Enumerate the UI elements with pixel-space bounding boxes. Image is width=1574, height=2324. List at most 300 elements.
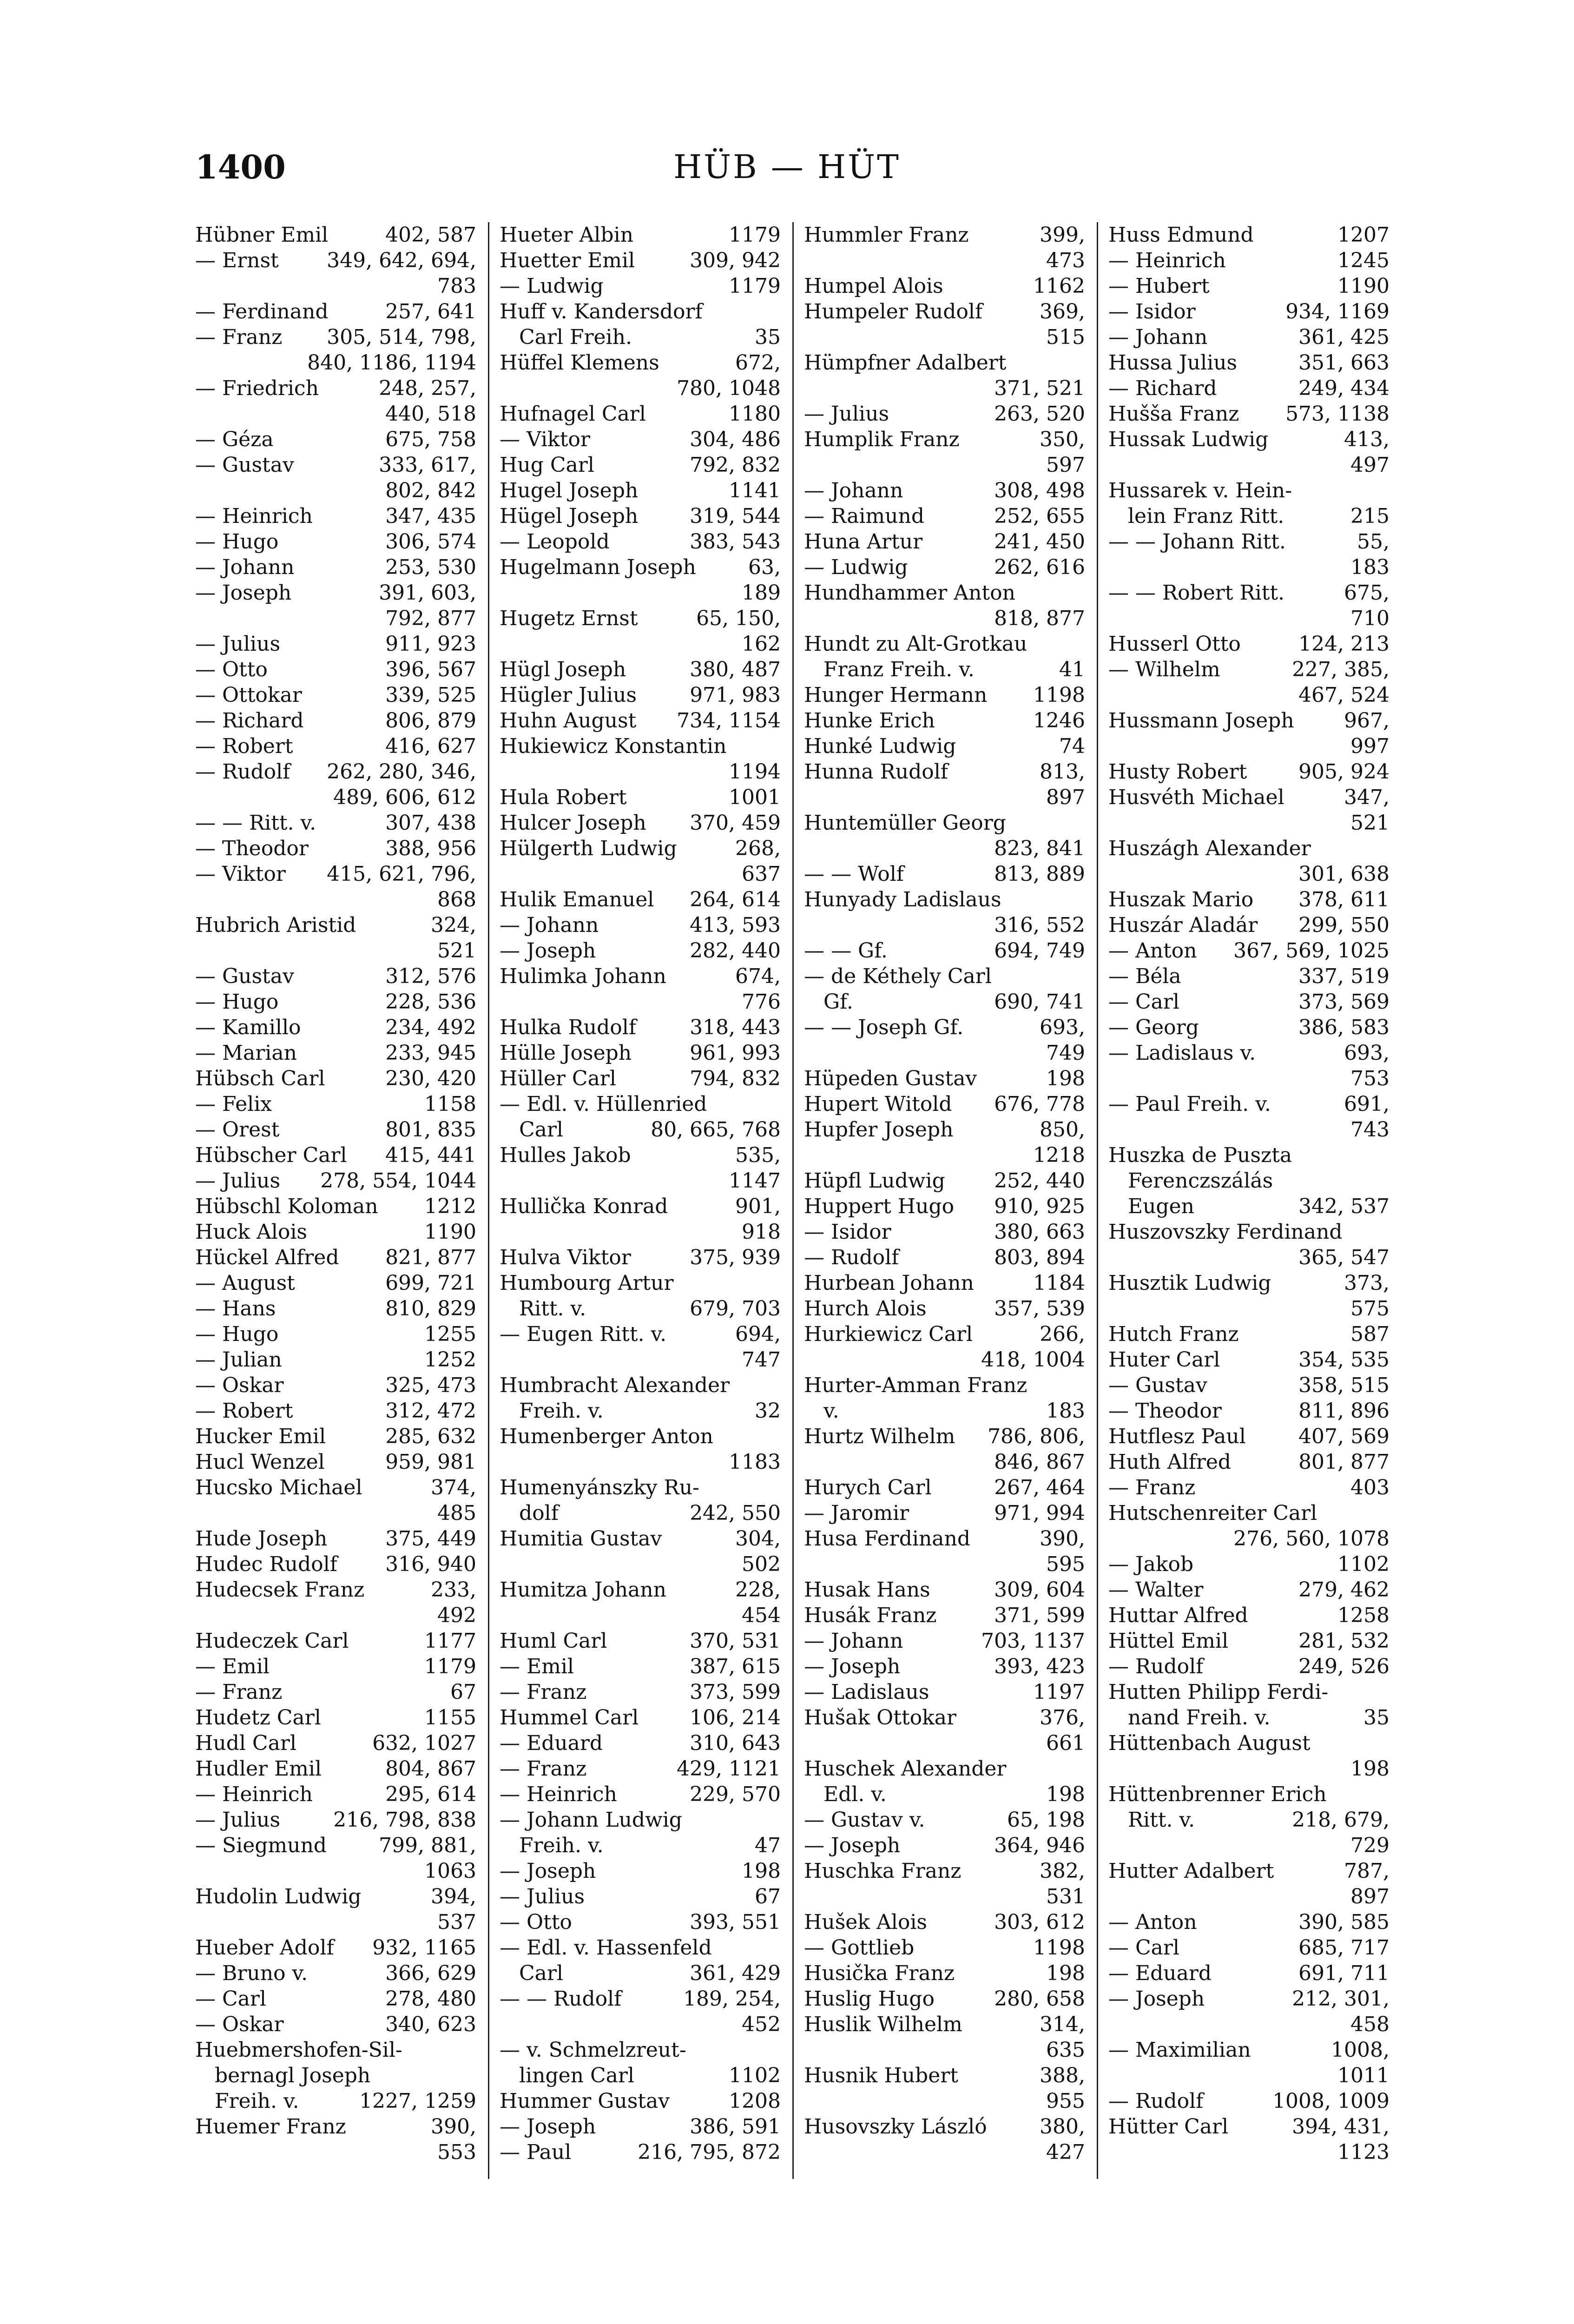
entry-pages [1385,1679,1390,1705]
entry-pages: 198 [1046,1783,1085,1806]
entry-pages: 710 [1350,607,1390,630]
entry-pages: 376, [1040,1706,1085,1730]
entry-pages: 971, 994 [994,1501,1085,1525]
entry-name: Huna Artur [804,530,923,554]
entry-name: Franz Freih. v. [804,658,975,681]
entry-pages: 340, 623 [385,2013,476,2036]
entry-name: — Joseph [195,581,292,605]
entry-name [804,1449,989,1475]
entry-pages: 242, 550 [690,1501,781,1525]
index-entry [804,606,1085,631]
entry-name: — Johann [500,913,599,937]
index-entry [195,299,476,324]
entry-pages: 1162 [1033,274,1085,298]
entry-pages: 324, [431,913,476,937]
entry-pages: 162 [742,632,781,656]
entry-pages: 679, 703 [690,1297,781,1320]
index-entry [500,1935,781,1961]
index-entry [804,1219,1085,1245]
entry-pages: 80, 665, 768 [651,1118,781,1142]
index-entry [500,299,781,324]
entry-name: — August [195,1271,295,1295]
index-entry [500,2063,781,2088]
entry-name: — Edl. v. Hüllenried [500,1092,707,1116]
entry-pages: 413, [1344,428,1390,451]
index-entry [804,1833,1085,1858]
entry-pages: 537 [437,1910,476,1934]
entry-pages: 934, 1169 [1285,300,1390,324]
entry-pages: 325, 473 [385,1373,476,1397]
entry-pages: 342, 537 [1298,1195,1390,1218]
index-entry [804,1961,1085,1986]
entry-name: — — Johann Ritt. [1108,530,1286,554]
index-entry [195,1194,476,1219]
entry-pages: 312, 576 [385,964,476,988]
entry-pages: 1184 [1033,1271,1085,1295]
entry-name [500,2012,737,2037]
index-entry [1108,248,1390,273]
index-entry [804,1168,1085,1194]
entry-name [195,1909,433,1935]
index-entry [500,1552,781,1577]
index-entry [500,2114,781,2139]
index-entry [804,1730,1085,1756]
entry-name [1108,2012,1346,2037]
index-entry [1108,1730,1390,1756]
index-entry [195,1270,476,1296]
entry-name [804,1142,1028,1168]
index-entry [1108,1066,1390,1091]
index-entry [195,912,476,938]
entry-name: — Joseph [1108,1987,1205,2011]
entry-pages: 267, 464 [994,1476,1085,1499]
entry-name: — Ludwig [500,274,604,298]
entry-pages: 932, 1165 [372,1936,476,1960]
entry-name: — Anton [1108,939,1197,963]
index-entry [195,273,476,299]
index-entry [500,1296,781,1321]
entry-pages: 357, 539 [994,1297,1085,1320]
entry-pages [1080,631,1085,657]
index-entry [500,1884,781,1909]
index-entry [195,2139,476,2165]
index-entry [1108,299,1390,324]
index-entry [804,452,1085,478]
index-entry [1108,1500,1390,1526]
index-entry [195,1858,476,1884]
index-entry [195,1500,476,1526]
entry-pages: 415, 621, 796, [327,862,476,886]
index-entry [500,1628,781,1654]
entry-name: Husvéth Michael [1108,786,1284,809]
entry-name [500,580,737,606]
index-entry [1108,1347,1390,1373]
entry-name: Ritt. v. [1108,1808,1195,1832]
index-entry [500,1986,781,2012]
entry-pages: 694, [735,1322,781,1346]
index-entry [804,1424,1085,1449]
entry-name: Huntemüller Georg [804,811,1006,835]
index-entry [1108,810,1390,836]
entry-name: Huszár Aladár [1108,913,1258,937]
entry-pages: 801, 877 [1298,1450,1390,1474]
index-entry [804,861,1085,887]
entry-name: Hübscher Carl [195,1143,347,1167]
index-entry [195,427,476,452]
entry-name [195,350,303,376]
index-entry [500,1526,781,1552]
entry-name: Hullička Konrad [500,1195,668,1218]
entry-name: Humenberger Anton [500,1425,713,1448]
entry-pages: 390, 585 [1298,1910,1390,1934]
entry-pages: 249, 434 [1298,376,1390,400]
entry-name: Hügl Joseph [500,658,626,681]
index-entry [500,1168,781,1194]
entry-name: Hunger Hermann [804,683,988,707]
entry-pages [776,733,781,759]
entry-pages: 729 [1350,1834,1390,1857]
entry-name: — Isidor [804,1220,891,1244]
entry-name: — — Ritt. v. [195,811,316,835]
index-entry [195,938,476,964]
entry-name: — Emil [500,1655,574,1678]
entry-pages: 1123 [1337,2140,1390,2164]
entry-name [500,1219,737,1245]
entry-name: — Johann [804,479,903,502]
index-entry [500,555,781,580]
index-entry [195,324,476,350]
entry-pages: 823, 841 [994,837,1085,860]
index-entry [804,733,1085,759]
index-entry [1108,682,1390,708]
index-entry [500,1142,781,1168]
entry-name [500,1168,724,1194]
entry-pages: 492 [437,1604,476,1627]
index-entry [195,2037,476,2063]
entry-name: — Heinrich [195,1783,313,1806]
index-entry [500,631,781,657]
index-entry [804,1373,1085,1398]
index-entry [500,1909,781,1935]
entry-pages: 280, 658 [994,1987,1085,2011]
entry-pages: 216, 798, 838 [333,1808,476,1832]
entry-pages: 262, 616 [994,555,1085,579]
entry-pages: 427 [1046,2140,1085,2164]
index-entry [804,273,1085,299]
entry-pages: 233, [431,1578,476,1602]
entry-pages [776,2037,781,2063]
entry-pages [776,299,781,324]
index-entry [1108,759,1390,785]
entry-pages: 257, 641 [385,300,476,324]
entry-pages: 370, 531 [690,1629,781,1653]
entry-name: Hussmann Joseph [1108,709,1294,733]
index-entry [804,1500,1085,1526]
index-entry [1108,1142,1390,1168]
index-entry [804,2037,1085,2063]
entry-pages: 1218 [1033,1143,1085,1167]
index-entry [500,759,781,785]
entry-pages: 234, 492 [385,1016,476,1039]
entry-pages: 676, 778 [994,1092,1085,1116]
index-entry [195,1654,476,1679]
entry-name: Hupfer Joseph [804,1118,954,1142]
entry-name: — Jaromir [804,1501,909,1525]
index-entry [195,222,476,248]
entry-pages: 1155 [424,1706,476,1730]
entry-pages: 309, 942 [690,249,781,272]
entry-pages: 575 [1350,1297,1390,1320]
entry-pages: 799, 881, [379,1834,476,1857]
entry-name: — Ferdinand [195,300,329,324]
index-entry [195,861,476,887]
entry-pages: 316, 940 [385,1552,476,1576]
entry-name: Hügel Joseph [500,504,639,528]
entry-name [1108,1245,1294,1270]
entry-pages: 370, 459 [690,811,781,835]
index-entry [1108,1986,1390,2012]
entry-name: lingen Carl [500,2064,634,2087]
entry-pages: 693, [1040,1016,1085,1039]
entry-pages: 497 [1350,453,1390,477]
entry-pages: 818, 877 [994,607,1085,630]
index-entry [500,1194,781,1219]
index-entry [1108,1756,1390,1782]
index-entry [195,682,476,708]
entry-name [804,452,1041,478]
entry-pages: 183 [1350,555,1390,579]
entry-name: Hüttenbach August [1108,1731,1311,1755]
index-entry [195,452,476,478]
index-entry [1108,1577,1390,1603]
index-entry [500,1475,781,1500]
entry-pages: 380, 487 [690,658,781,681]
entry-name [804,1040,1041,1066]
entry-pages: 806, 879 [385,709,476,733]
entry-name [500,861,737,887]
entry-pages: 1179 [729,274,781,298]
entry-pages: 918 [742,1220,781,1244]
entry-name: Hütter Carl [1108,2115,1229,2139]
entry-name: Hueber Adolf [195,1936,334,1960]
index-entry [804,1117,1085,1142]
entry-pages: 595 [1046,1552,1085,1576]
entry-pages: 279, 462 [1298,1578,1390,1602]
entry-pages: 1190 [424,1220,476,1244]
entry-pages: 303, 612 [994,1910,1085,1934]
entry-name: — Joseph [804,1655,901,1678]
entry-pages [776,1807,781,1833]
entry-name: — Kamillo [195,1016,301,1039]
entry-pages [1080,580,1085,606]
entry-pages: 840, 1186, 1194 [307,351,476,375]
entry-pages [1385,1168,1390,1194]
entry-pages: 281, 532 [1298,1629,1390,1653]
index-entry [195,2063,476,2088]
entry-name: Hurych Carl [804,1476,932,1499]
index-entry [500,1373,781,1398]
entry-pages: 390, [431,2115,476,2139]
index-entry [804,1628,1085,1654]
entry-name: Husička Franz [804,1961,955,1985]
index-entry [500,964,781,989]
entry-name: Hunké Ludwig [804,734,956,758]
entry-pages: 573, 1138 [1285,402,1390,426]
entry-name: — Wilhelm [1108,658,1220,681]
entry-name: — Hans [195,1297,276,1320]
entry-name: — de Kéthely Carl [804,964,992,988]
entry-pages [1080,964,1085,989]
entry-pages: 198 [1046,1067,1085,1090]
entry-name [500,989,737,1015]
index-entry [500,1807,781,1833]
entry-name: Huss Edmund [1108,223,1254,247]
entry-pages: 440, 518 [385,402,476,426]
index-entry [804,657,1085,682]
index-entry [195,1015,476,1040]
entry-pages: 1180 [729,402,781,426]
index-entry [500,708,781,733]
entry-pages: 183 [1046,1399,1085,1423]
entry-pages: 366, 629 [385,1961,476,1985]
index-entry [500,529,781,555]
index-entry [500,810,781,836]
index-entry [500,427,781,452]
entry-name [500,1552,737,1577]
index-entry [500,2088,781,2114]
entry-name: Hulcer Joseph [500,811,646,835]
entry-pages: 316, 552 [994,913,1085,937]
entry-pages: 637 [742,862,781,886]
index-entry [1108,1909,1390,1935]
index-entry [804,1347,1085,1373]
entry-pages: 1198 [1033,1936,1085,1960]
index-entry [804,401,1085,427]
entry-pages: 230, 420 [385,1067,476,1090]
entry-pages: 387, 615 [690,1655,781,1678]
entry-name: Hussa Julius [1108,351,1238,375]
entry-pages: 189 [742,581,781,605]
entry-pages: 897 [1046,786,1085,809]
index-entry [195,1756,476,1782]
entry-name [195,478,381,503]
index-entry [804,2114,1085,2139]
index-entry [804,887,1085,912]
entry-name [195,1500,433,1526]
entry-pages: 350, [1040,428,1085,451]
entry-name [804,606,989,631]
entry-name: — Joseph [500,2115,596,2139]
index-entry [195,2088,476,2114]
entry-pages: 691, [1344,1092,1390,1116]
index-entry [804,1142,1085,1168]
entry-pages: 278, 480 [385,1987,476,2011]
entry-pages: 901, [735,1195,781,1218]
entry-pages: 1190 [1337,274,1390,298]
entry-name: Hurter-Amman Franz [804,1373,1027,1397]
entry-name: — — Robert Ritt. [1108,581,1285,605]
index-entry [804,1449,1085,1475]
entry-pages: 382, [1040,1859,1085,1883]
entry-name: Humitia Gustav [500,1527,662,1551]
column-2 [500,222,781,2184]
entry-name: Huschek Alexander [804,1757,1007,1781]
entry-name: — Joseph [500,939,596,963]
entry-name: Carl [500,1961,563,1985]
index-entry [500,733,781,759]
entry-pages: 367, 569, 1025 [1233,939,1390,963]
index-entry [195,785,476,810]
entry-pages: 241, 450 [994,530,1085,554]
entry-name: — Gustav v. [804,1808,925,1832]
entry-name: Hufnagel Carl [500,402,646,426]
entry-pages: 786, 806, [988,1425,1085,1448]
index-entry [804,1705,1085,1730]
entry-pages: 821, 877 [385,1246,476,1269]
index-entry [195,1091,476,1117]
index-entry [1108,1935,1390,1961]
index-entry [195,1577,476,1603]
index-entry [804,1679,1085,1705]
entry-name: — Ladislaus [804,1680,929,1704]
index-entry [500,1398,781,1424]
index-entry [804,1194,1085,1219]
entry-pages [776,1935,781,1961]
entry-pages: 675, 758 [385,428,476,451]
entry-pages: 458 [1350,2013,1390,2036]
entry-pages: 473 [1046,249,1085,272]
entry-pages: 776 [742,990,781,1014]
index-entry [500,580,781,606]
entry-name: — Gottlieb [804,1936,915,1960]
entry-pages: 124, 213 [1298,632,1390,656]
entry-name [804,912,989,938]
entry-name: Huszovszky Ferdinand [1108,1220,1343,1244]
entry-name: Hudolin Ludwig [195,1885,362,1908]
entry-name [1108,1884,1346,1909]
entry-name: — Jakob [1108,1552,1194,1576]
index-entry [804,376,1085,401]
entry-pages: 361, 429 [690,1961,781,1985]
index-entry [804,222,1085,248]
entry-pages: 373, 569 [1298,990,1390,1014]
entry-name: Hug Carl [500,453,594,477]
entry-pages: 319, 544 [690,504,781,528]
entry-pages: 318, 443 [690,1016,781,1039]
entry-pages: 268, [735,837,781,860]
index-entry [1108,324,1390,350]
index-entry [195,1245,476,1270]
entry-name: Hunyady Ladislaus [804,888,1001,911]
index-entry [500,1858,781,1884]
entry-pages: 1001 [729,786,781,809]
entry-pages: 314, [1040,2013,1085,2036]
entry-pages: 1194 [729,760,781,784]
entry-name: Hübschl Koloman [195,1195,378,1218]
index-entry [195,1552,476,1577]
entry-pages: 263, 520 [994,402,1085,426]
entry-name: — Viktor [500,428,590,451]
index-entry [804,682,1085,708]
entry-name: — — Wolf [804,862,904,886]
entry-name: Huter Carl [1108,1348,1220,1372]
index-entry [500,1117,781,1142]
index-entry [1108,836,1390,861]
entry-pages: 394, 431, [1292,2115,1390,2139]
entry-name [804,785,1041,810]
index-entry [1108,2114,1390,2139]
entry-name: Hugetz Ernst [500,607,638,630]
